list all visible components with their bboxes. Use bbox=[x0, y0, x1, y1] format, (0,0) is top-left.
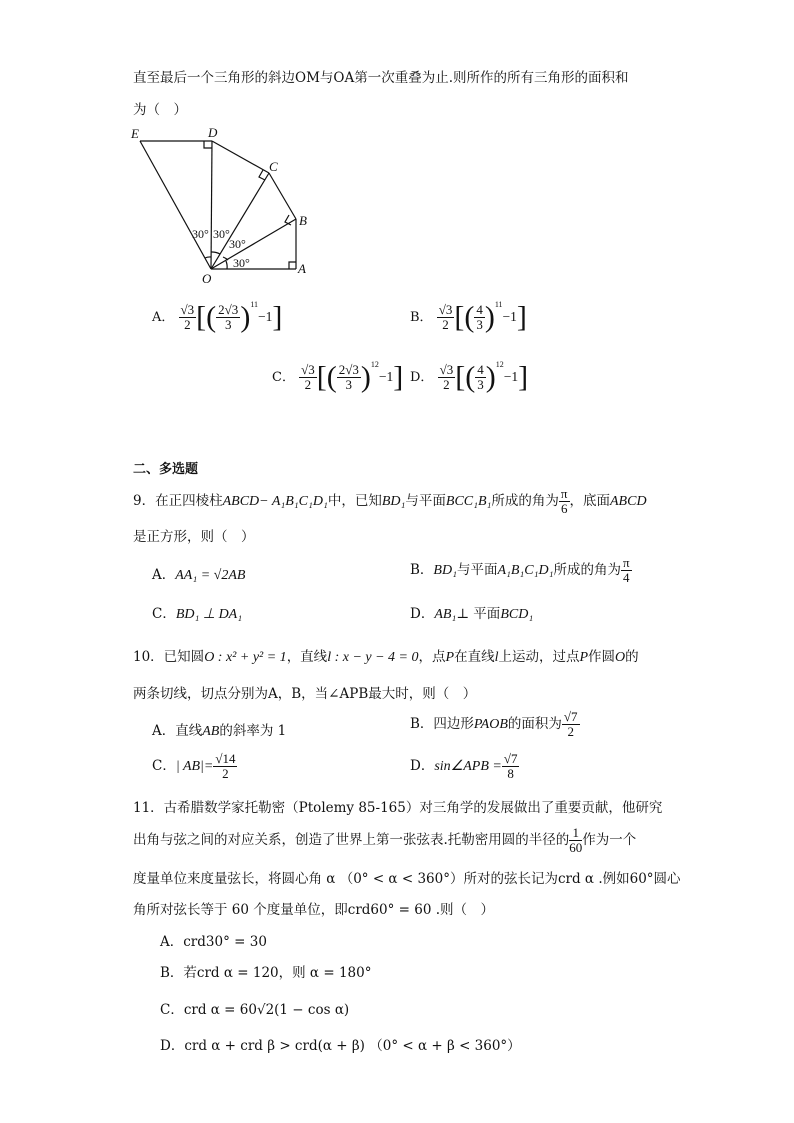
q11-option-C[interactable]: C．crd α = 60√2(1 − cos α) bbox=[160, 1002, 350, 1018]
q9-option-D[interactable]: D．AB₁⊥ 平面BCD₁ bbox=[410, 606, 534, 622]
q11-stem-line1: 11．古希腊数学家托勒密（Ptolemy 85-165）对三角学的发展做出了重要贡献，他研究 bbox=[133, 800, 663, 816]
angle-label-4: 30° bbox=[233, 256, 250, 270]
q9-stem-line1: 9．在正四棱柱ABCD− A₁B₁C₁D₁中，已知BD₁与平面BCC₁B₁所成的角为 $\frac{\pi}{6}$ ，底面ABCD bbox=[133, 486, 647, 516]
q9-stem-line2: 是正方形，则（ ） bbox=[133, 529, 255, 545]
angle-label-2: 30° bbox=[213, 227, 230, 241]
q10-option-A[interactable]: A．直线AB的斜率为 1 bbox=[152, 723, 287, 739]
q8-option-C[interactable]: C． $\frac{√3}{2}$ [( $\frac{2√3}{3}$ )$^{12}$−1] bbox=[272, 360, 404, 394]
angle-label-1: 30° bbox=[192, 227, 209, 241]
q8-stem-line2: 为（ ） bbox=[133, 102, 187, 118]
q11-stem-line2: 出角与弦之间的对应关系，创造了世界上第一张弦表.托勒密用圆的半径的 $\frac{1}{60}$ 作为一个 bbox=[133, 825, 637, 855]
q10-stem-line1: 10．已知圆O : x² + y² = 1，直线l : x − y − 4 = 0，点P在直线l上运动，过点P作圆O的 bbox=[133, 649, 639, 665]
section-heading: 二、多选题 bbox=[133, 462, 199, 477]
label-B: B bbox=[299, 213, 307, 228]
q10-option-C[interactable]: C．| AB|= $\frac{√14}{2}$ bbox=[152, 751, 236, 781]
q9-option-C[interactable]: C．BD₁ ⊥ DA₁ bbox=[152, 606, 243, 622]
label-O: O bbox=[202, 271, 212, 284]
angle-label-3: 30° bbox=[229, 237, 246, 251]
q11-stem-line3: 度量单位来度量弦长，将圆心角 α （0° < α < 360°）所对的弦长记为crd α .例如60°圆心 bbox=[133, 871, 681, 887]
q9-option-B[interactable]: B．BD₁与平面A₁B₁C₁D₁所成的角为 $\frac{\pi}{4}$ bbox=[410, 555, 630, 585]
q8-geometry-figure bbox=[128, 124, 318, 284]
q8-option-B[interactable]: B． $\frac{√3}{2}$ [( $\frac{4}{3}$ )$^{11}$−1] bbox=[410, 300, 527, 334]
label-C: C bbox=[269, 159, 278, 174]
label-D: D bbox=[208, 125, 218, 140]
q10-option-D[interactable]: D．sin∠APB = $\frac{√7}{8}$ bbox=[410, 751, 518, 781]
q11-option-A[interactable]: A．crd30° = 30 bbox=[160, 934, 267, 950]
q8-option-D[interactable]: D． $\frac{√3}{2}$ [( $\frac{4}{3}$ )$^{12}$−1] bbox=[410, 360, 529, 394]
q11-stem-line4: 角所对弦长等于 60 个度量单位，即crd60° = 60 .则（ ） bbox=[133, 902, 494, 918]
q9-option-A[interactable]: A．AA₁ = √2AB bbox=[152, 567, 246, 583]
q8-option-A[interactable]: A． $\frac{√3}{2}$ [( $\frac{2√3}{3}$ )$^{11}$−1] bbox=[152, 300, 283, 334]
q11-option-D[interactable]: D．crd α + crd β > crd(α + β) （0° < α + β < 360°） bbox=[160, 1038, 521, 1054]
label-A: A bbox=[298, 261, 306, 276]
q8-stem-line1: 直至最后一个三角形的斜边OM与OA第一次重叠为止.则所作的所有三角形的面积和 bbox=[133, 70, 629, 86]
q11-option-B[interactable]: B．若crd α = 120，则 α = 180° bbox=[160, 965, 372, 981]
label-E: E bbox=[131, 126, 139, 141]
q10-stem-line2: 两条切线，切点分别为A，B，当∠APB最大时，则（ ） bbox=[133, 686, 477, 702]
q10-option-B[interactable]: B．四边形PAOB的面积为 $\frac{√7}{2}$ bbox=[410, 709, 578, 739]
